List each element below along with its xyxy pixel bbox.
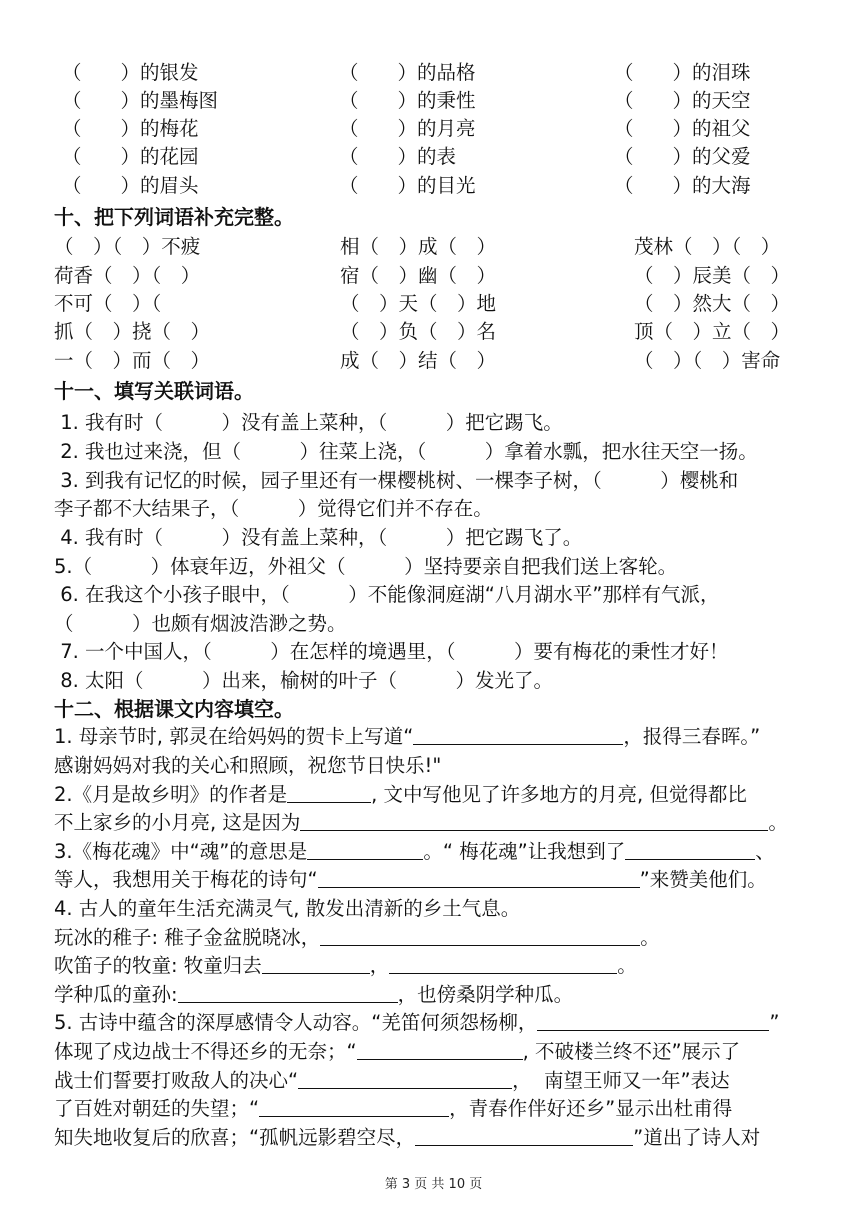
q10-item: 顶（ ）立（ ） bbox=[634, 320, 791, 343]
q12-text: ”道出了诗人对 bbox=[633, 1126, 761, 1149]
q12-text: 体现了戍边战士不得还乡的无奈；“ bbox=[54, 1040, 357, 1063]
q12-line-2: 感谢妈妈对我的关心和照顾，祝您节日快乐!" bbox=[54, 754, 442, 777]
q12-text: 3.《梅花魂》中“魂”的意思是 bbox=[54, 840, 308, 863]
answer-blank[interactable] bbox=[300, 810, 768, 831]
q12-line-10 bbox=[54, 981, 824, 1009]
q10-item: （ ）然大（ ） bbox=[634, 292, 791, 315]
answer-blank[interactable] bbox=[318, 867, 640, 888]
q9-item: （ ）的月亮 bbox=[339, 117, 476, 140]
q11-line: 李子都不大结果子，（ ）觉得它们并不存在。 bbox=[54, 497, 493, 520]
q10-item: （ ）（ ）不疲 bbox=[54, 235, 201, 258]
answer-blank[interactable] bbox=[357, 1039, 523, 1060]
q12-text: 知失地收复后的欣喜；“孤帆远影碧空尽， bbox=[54, 1126, 416, 1149]
q11-line: 6. 在我这个小孩子眼中，（ ）不能像洞庭湖“八月湖水平”那样有气派， bbox=[54, 583, 720, 606]
q12-text: ， 南望王师又一年”表达 bbox=[512, 1069, 730, 1092]
q12-text: 学种瓜的童孙: bbox=[54, 983, 178, 1006]
q9-item: （ ）的大海 bbox=[614, 174, 751, 197]
q9-item: （ ）的泪珠 bbox=[614, 61, 751, 84]
q12-text: 。 bbox=[640, 926, 660, 949]
answer-blank[interactable] bbox=[320, 925, 640, 946]
answer-blank[interactable] bbox=[415, 1125, 633, 1146]
q12-line-7: 4. 古人的童年生活充满灵气, 散发出清新的乡土气息。 bbox=[54, 897, 521, 920]
q12-text: 。 bbox=[768, 811, 788, 834]
q12-text: 吹笛子的牧童: 牧童归去 bbox=[54, 954, 262, 977]
page-footer: 第 3 页 共 10 页 bbox=[384, 1177, 483, 1192]
q11-line: 1. 我有时（ ）没有盖上菜种，（ ）把它踢飞。 bbox=[54, 411, 563, 434]
answer-blank[interactable] bbox=[625, 839, 755, 860]
q12-line-14 bbox=[54, 1095, 824, 1123]
q9-item: （ ）的祖父 bbox=[614, 117, 751, 140]
q9-item: （ ）的眉头 bbox=[62, 174, 199, 197]
q9-item: （ ）的银发 bbox=[62, 61, 199, 84]
q12-text: 战士们誓要打败敌人的决心“ bbox=[54, 1069, 299, 1092]
q12-text: 。“ 梅花魂”让我想到了 bbox=[423, 840, 626, 863]
q12-text: 、 bbox=[755, 840, 775, 863]
q10-item: （ ）天（ ）地 bbox=[340, 292, 497, 315]
q12-text: ，青春作伴好还乡”显示出杜甫得 bbox=[449, 1097, 733, 1120]
q12-text: 不上家乡的小月亮, 这是因为 bbox=[54, 811, 301, 834]
q9-item: （ ）的品格 bbox=[339, 61, 476, 84]
q10-item: 成（ ）结（ ） bbox=[340, 349, 497, 372]
q10-item: （ ）（ ）害命 bbox=[634, 349, 781, 372]
q12-text: ，也傍桑阴学种瓜。 bbox=[397, 983, 574, 1006]
q9-item: （ ）的墨梅图 bbox=[62, 89, 219, 112]
q10-item: （ ）负（ ）名 bbox=[340, 320, 497, 343]
section-12-title: 十二、根据课文内容填空。 bbox=[54, 697, 294, 721]
q12-line-11 bbox=[54, 1009, 824, 1037]
q12-text: 1. 母亲节时, 郭灵在给妈妈的贺卡上写道“ bbox=[54, 725, 414, 748]
q11-line: 3. 到我有记忆的时候，园子里还有一棵樱桃树、一棵李子树，（ ）樱桃和 bbox=[54, 469, 739, 492]
q12-text: ，报得三春晖。” bbox=[623, 725, 761, 748]
q11-line: 5.（ ）体衰年迈，外祖父（ ）坚持要亲自把我们送上客轮。 bbox=[54, 555, 678, 578]
q10-item: （ ）辰美（ ） bbox=[634, 264, 791, 287]
q12-line-5 bbox=[54, 838, 824, 866]
answer-blank[interactable] bbox=[178, 982, 398, 1003]
q11-line: 4. 我有时（ ）没有盖上菜种，（ ）把它踢飞了。 bbox=[54, 526, 583, 549]
answer-blank[interactable] bbox=[298, 1068, 512, 1089]
section-10-title: 十、把下列词语补充完整。 bbox=[54, 205, 294, 229]
q12-line-3 bbox=[54, 781, 824, 809]
answer-blank[interactable] bbox=[413, 724, 623, 745]
answer-blank[interactable] bbox=[262, 953, 370, 974]
q12-line-13 bbox=[54, 1067, 824, 1095]
q11-line: 8. 太阳（ ）出来，榆树的叶子（ ）发光了。 bbox=[54, 669, 554, 692]
q12-text: 2.《月是故乡明》的作者是 bbox=[54, 783, 288, 806]
answer-blank[interactable] bbox=[307, 839, 423, 860]
q9-item: （ ）的表 bbox=[339, 145, 457, 168]
q10-item: 宿（ ）幽（ ） bbox=[340, 264, 497, 287]
q12-line-12 bbox=[54, 1038, 824, 1066]
answer-blank[interactable] bbox=[537, 1010, 769, 1031]
q12-text: ”来赞美他们。 bbox=[639, 868, 767, 891]
q12-line-9 bbox=[54, 952, 824, 980]
q9-item: （ ）的父爱 bbox=[614, 145, 751, 168]
q11-line: 7. 一个中国人，（ ）在怎样的境遇里，（ ）要有梅花的秉性才好！ bbox=[54, 640, 729, 663]
q12-line-6 bbox=[54, 866, 824, 894]
q12-text: 等人，我想用关于梅花的诗句“ bbox=[54, 868, 318, 891]
q12-line-4 bbox=[54, 809, 824, 837]
q9-item: （ ）的花园 bbox=[62, 145, 199, 168]
q9-item: （ ）的梅花 bbox=[62, 117, 199, 140]
q12-line-1 bbox=[54, 723, 824, 751]
q10-item: 相（ ）成（ ） bbox=[340, 235, 497, 258]
q9-item: （ ）的天空 bbox=[614, 89, 751, 112]
answer-blank[interactable] bbox=[389, 953, 617, 974]
answer-blank[interactable] bbox=[259, 1096, 449, 1117]
q11-line: （ ）也颇有烟波浩渺之势。 bbox=[54, 612, 347, 635]
q12-text: ， bbox=[369, 954, 390, 977]
q9-item: （ ）的目光 bbox=[339, 174, 476, 197]
q12-text: 5. 古诗中蕴含的深厚感情令人动容。“羌笛何须怨杨柳， bbox=[54, 1011, 538, 1034]
q10-item: 一（ ）而（ ） bbox=[54, 349, 211, 372]
q10-item: 荷香（ ）（ ） bbox=[54, 264, 201, 287]
q10-item: 抓（ ）挠（ ） bbox=[54, 320, 211, 343]
q11-line: 2. 我也过来浇，但（ ）往菜上浇，（ ）拿着水瓢，把水往天空一扬。 bbox=[54, 440, 758, 463]
q9-item: （ ）的秉性 bbox=[339, 89, 476, 112]
q12-text: 玩冰的稚子: 稚子金盆脱晓冰， bbox=[54, 926, 321, 949]
q10-item: 茂林（ ）（ ） bbox=[634, 235, 781, 258]
section-11-title: 十一、填写关联词语。 bbox=[54, 379, 254, 403]
q12-text: 。 bbox=[617, 954, 637, 977]
q12-text: ” bbox=[769, 1011, 780, 1034]
q10-item: 不可（ ）（ bbox=[54, 292, 162, 315]
q12-text: 了百姓对朝廷的失望；“ bbox=[54, 1097, 260, 1120]
answer-blank[interactable] bbox=[287, 782, 371, 803]
q12-text: , 不破楼兰终不还”展示了 bbox=[522, 1040, 741, 1063]
q12-line-15 bbox=[54, 1124, 824, 1152]
q12-line-8 bbox=[54, 924, 824, 952]
q12-text: , 文中写他见了许多地方的月亮, 但觉得都比 bbox=[371, 783, 747, 806]
